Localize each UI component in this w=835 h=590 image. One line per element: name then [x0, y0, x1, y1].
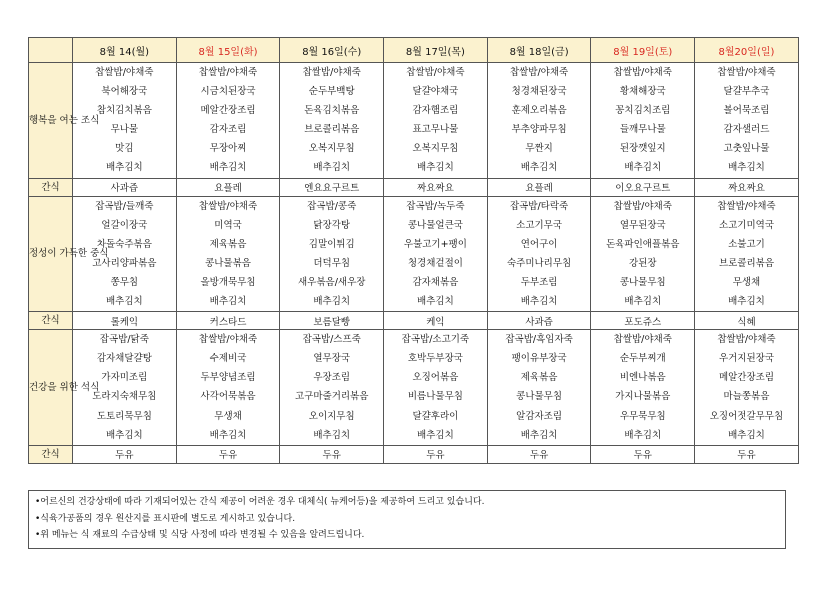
menu-item: 감자조림	[209, 124, 247, 136]
menu-item: 배추김치	[417, 429, 454, 441]
meal-cell	[280, 330, 384, 446]
menu-item: 콩나물무침	[516, 391, 563, 403]
menu-item: 찹쌀밥/야채죽	[302, 67, 361, 78]
menu-item: 콩나물볶음	[205, 257, 251, 269]
snack-cell: 요플레	[487, 178, 591, 196]
snack-cell: 두유	[176, 445, 280, 463]
menu-item: 오징어젓갈무무침	[709, 410, 784, 422]
section-label: 건강을 위한 석식	[29, 330, 73, 446]
menu-item: 우불고기+팽이	[403, 238, 467, 250]
menu-item: 배추김치	[105, 162, 143, 174]
menu-item: 미역국	[214, 219, 242, 231]
notes-box	[28, 490, 786, 549]
snack-label: 간식	[29, 312, 73, 330]
menu-item: 잡곡밥/콩죽	[307, 200, 357, 212]
meal-cell	[487, 330, 591, 446]
menu-item: 가자미조림	[101, 372, 148, 384]
menu-item: 도토리묵무침	[96, 410, 152, 422]
snack-row	[29, 312, 799, 330]
menu-item: 황채해장국	[619, 86, 666, 98]
snack-cell: 엔요요구르트	[280, 178, 384, 196]
menu-item: 고사리양파볶음	[92, 257, 157, 269]
snack-label: 간식	[29, 445, 73, 463]
menu-item: 배추김치	[624, 296, 662, 308]
menu-item: 된장깻잎지	[619, 143, 666, 155]
snack-cell: 두유	[695, 445, 799, 463]
menu-item: 콩나물무침	[619, 276, 666, 288]
snack-cell: 두유	[384, 445, 488, 463]
menu-item: 부추양파무침	[511, 124, 567, 136]
menu-item: 훈제오리볶음	[511, 105, 567, 117]
menu-item: 맛김	[115, 143, 134, 155]
menu-item: 표고무나물	[412, 124, 459, 136]
menu-item: 무장아찌	[209, 143, 247, 155]
menu-item: 차돌숙주볶음	[96, 238, 152, 250]
menu-item: 배추김치	[728, 162, 765, 174]
meal-cell	[695, 330, 799, 446]
snack-cell: 짜요짜요	[384, 178, 488, 196]
menu-item: 잡곡밥/흑임자죽	[505, 334, 573, 346]
meal-cell	[384, 196, 488, 312]
menu-item: 배추김치	[728, 429, 765, 441]
menu-item: 무나물	[110, 124, 139, 136]
note-line: •어르신의 건강상태에 따라 기재되어있는 간식 제공이 어려운 경우 대체식( 뉴케어등)을 제공하여 드리고 있습니다.	[35, 497, 485, 507]
meal-row	[29, 63, 799, 179]
menu-item: 감자채달걀탕	[96, 353, 152, 365]
section-label: 행복을 여는 조식	[29, 63, 73, 179]
menu-item: 배추김치	[105, 429, 143, 441]
meal-cell	[384, 330, 488, 446]
day-header: 8월 17일(목)	[384, 38, 488, 63]
menu-item: 배추김치	[520, 296, 558, 308]
menu-item: 감자채볶음	[412, 276, 459, 288]
meal-cell	[176, 196, 280, 312]
menu-item: 잡곡밥/타락죽	[509, 200, 569, 212]
snack-cell: 두유	[73, 445, 177, 463]
menu-item: 제육볶음	[209, 238, 247, 250]
meal-cell	[591, 196, 695, 312]
snack-row	[29, 445, 799, 463]
menu-item: 고춧잎나물	[723, 143, 770, 155]
meal-cell	[487, 196, 591, 312]
menu-item: 순두부백탕	[308, 86, 355, 98]
corner-cell	[29, 38, 73, 63]
menu-item: 소고기미역국	[718, 219, 774, 231]
menu-item: 배추김치	[209, 296, 247, 308]
menu-item: 고구마줄거리볶음	[295, 391, 369, 403]
menu-item: 찹쌀밥/야채죽	[406, 67, 465, 78]
menu-item: 우무묵무침	[619, 410, 666, 422]
menu-item: 배추김치	[313, 429, 351, 441]
menu-item: 찹쌀밥/야채죽	[717, 200, 776, 212]
snack-cell: 사과즙	[487, 312, 591, 330]
meal-cell	[176, 330, 280, 446]
menu-item: 참치김치볶음	[96, 105, 152, 117]
menu-item: 도라지숙채무침	[92, 391, 157, 403]
menu-item: 오징어볶음	[412, 372, 459, 384]
snack-cell: 두유	[487, 445, 591, 463]
menu-item: 무생채	[732, 276, 761, 288]
menu-item: 잡곡밥/들깨죽	[95, 200, 154, 212]
menu-item: 찹쌀밥/야채죽	[717, 334, 776, 346]
menu-item: 찹쌀밥/야채죽	[717, 67, 776, 78]
menu-item: 배추김치	[313, 162, 351, 174]
menu-item: 찹쌀밥/야채죽	[95, 67, 154, 78]
menu-item: 잡곡밥/닭죽	[99, 334, 149, 346]
menu-item: 배추김치	[105, 296, 143, 308]
snack-cell: 짜요짜요	[695, 178, 799, 196]
weekly-menu-table	[28, 37, 799, 464]
menu-item: 감자샐러드	[723, 124, 770, 136]
snack-cell: 롤케익	[73, 312, 177, 330]
menu-item: 콩나물얼큰국	[407, 219, 463, 231]
menu-item: 올방개묵무침	[200, 276, 256, 288]
menu-item: 가지나물볶음	[615, 391, 671, 403]
menu-item: 배추김치	[728, 296, 765, 308]
menu-item: 브로콜리볶음	[304, 124, 360, 136]
day-header: 8월 19일(토)	[591, 38, 695, 63]
menu-item: 찹쌀밥/야채죽	[613, 200, 672, 212]
meal-cell	[384, 63, 488, 179]
day-header: 8월 16일(수)	[280, 38, 384, 63]
menu-item: 김말이튀김	[308, 238, 355, 250]
meal-row	[29, 330, 799, 446]
snack-cell: 사과즙	[73, 178, 177, 196]
menu-item: 청경채된장국	[511, 86, 567, 98]
menu-item: 볼어묵조림	[723, 105, 770, 117]
snack-cell: 케익	[384, 312, 488, 330]
menu-item: 청경채겉절이	[407, 257, 463, 269]
menu-item: 비름나물무침	[407, 391, 463, 403]
note-line: •위 메뉴는 식 재료의 수급상태 및 식당 사정에 따라 변경될 수 있음을 알려드립니다.	[35, 530, 365, 540]
meal-row	[29, 196, 799, 312]
snack-cell: 두유	[280, 445, 384, 463]
menu-item: 배추김치	[313, 296, 351, 308]
menu-item: 배추김치	[417, 296, 454, 308]
menu-item: 더덕무침	[313, 257, 351, 269]
menu-item: 얼갈이장국	[101, 219, 148, 231]
menu-item: 잡곡밥/스프죽	[302, 334, 361, 346]
menu-item: 시금치된장국	[200, 86, 256, 98]
menu-item: 두부양념조림	[200, 372, 256, 384]
menu-item: 배추김치	[520, 429, 558, 441]
menu-item: 오복지무침	[308, 143, 355, 155]
snack-cell: 커스타드	[176, 312, 280, 330]
meal-cell	[280, 196, 384, 312]
menu-item: 브로콜리볶음	[718, 257, 774, 269]
meal-cell	[176, 63, 280, 179]
menu-item: 알감자조림	[516, 410, 563, 422]
menu-item: 북어해장국	[101, 86, 148, 98]
menu-item: 순두부찌개	[619, 353, 666, 365]
menu-item: 강된장	[629, 257, 657, 269]
day-header: 8월 18일(금)	[487, 38, 591, 63]
menu-item: 우장조림	[313, 372, 351, 384]
menu-item: 배추김치	[209, 162, 247, 174]
menu-item: 열무장국	[313, 353, 351, 365]
snack-cell: 두유	[591, 445, 695, 463]
snack-cell: 보름달빵	[280, 312, 384, 330]
menu-item: 두부조림	[520, 276, 558, 288]
snack-cell: 요플레	[176, 178, 280, 196]
menu-item: 돈육파인애플볶음	[606, 238, 680, 250]
day-header: 8월 15일(화)	[176, 38, 280, 63]
menu-item: 꽁치김치조림	[615, 105, 671, 117]
menu-item: 찹쌀밥/야채죽	[613, 334, 672, 346]
menu-item: 달걀부추국	[723, 86, 770, 98]
menu-item: 오이지무침	[308, 410, 355, 422]
menu-item: 연어구이	[520, 238, 558, 250]
menu-item: 무생채	[214, 410, 242, 422]
menu-item: 소불고기	[728, 238, 765, 250]
menu-item: 달걀야채국	[412, 86, 459, 98]
snack-cell: 이오요구르트	[591, 178, 695, 196]
menu-item: 무짠지	[525, 143, 553, 155]
note-line: •식육가공품의 경우 원산지를 표시판에 별도로 게시하고 있습니다.	[35, 513, 296, 524]
menu-item: 비엔나볶음	[619, 372, 666, 384]
menu-item: 오복지무침	[412, 143, 459, 155]
menu-item: 찹쌀밥/야채죽	[613, 67, 672, 78]
menu-item: 잡곡밥/소고기죽	[401, 334, 470, 346]
meal-cell	[591, 330, 695, 446]
menu-item: 찹쌀밥/야채죽	[198, 200, 258, 212]
menu-item: 배추김치	[624, 162, 662, 174]
menu-item: 수제비국	[209, 353, 247, 365]
menu-item: 감자햄조림	[412, 105, 459, 117]
header-row	[29, 38, 799, 63]
menu-item: 찹쌀밥/야채죽	[198, 334, 258, 346]
menu-item: 돈육김치볶음	[304, 105, 360, 117]
menu-item: 메알간장조림	[200, 105, 256, 117]
meal-cell	[695, 63, 799, 179]
meal-cell	[487, 63, 591, 179]
day-header: 8월 14(월)	[73, 38, 177, 63]
section-label: 정성이 가득한 중식	[29, 196, 73, 312]
menu-item: 배추김치	[209, 429, 247, 441]
menu-item: 열무된장국	[619, 219, 666, 231]
menu-item: 잡곡밥/녹두죽	[406, 200, 465, 212]
menu-item: 새우볶음/새우장	[297, 276, 366, 288]
menu-item: 배추김치	[417, 162, 454, 174]
menu-item: 닭장각탕	[313, 219, 351, 231]
menu-item: 들깨무나물	[619, 124, 666, 136]
menu-item: 마늘쫑볶음	[723, 391, 770, 403]
meal-cell	[280, 63, 384, 179]
menu-item: 팽이유부장국	[511, 353, 567, 365]
snack-row	[29, 178, 799, 196]
snack-label: 간식	[29, 178, 73, 196]
meal-cell	[591, 63, 695, 179]
meal-cell	[695, 196, 799, 312]
menu-item: 배추김치	[520, 162, 558, 174]
snack-cell: 식혜	[695, 312, 799, 330]
snack-cell: 포도쥬스	[591, 312, 695, 330]
menu-item: 쫑무침	[110, 276, 139, 288]
menu-item: 배추김치	[624, 429, 662, 441]
menu-item: 사각어묵볶음	[200, 391, 256, 403]
menu-item: 메알간장조림	[718, 372, 774, 384]
menu-item: 소고기무국	[516, 219, 563, 231]
menu-item: 호박두부장국	[407, 353, 463, 365]
menu-body	[29, 38, 799, 464]
day-header: 8월20일(일)	[695, 38, 799, 63]
menu-item: 우거지된장국	[718, 353, 774, 365]
menu-item: 찹쌀밥/야채죽	[509, 67, 569, 78]
menu-item: 찹쌀밥/야채죽	[198, 67, 258, 78]
menu-item: 달걀후라이	[412, 410, 459, 422]
menu-item: 숙주미나리무침	[506, 257, 572, 269]
menu-item: 제육볶음	[520, 372, 558, 384]
